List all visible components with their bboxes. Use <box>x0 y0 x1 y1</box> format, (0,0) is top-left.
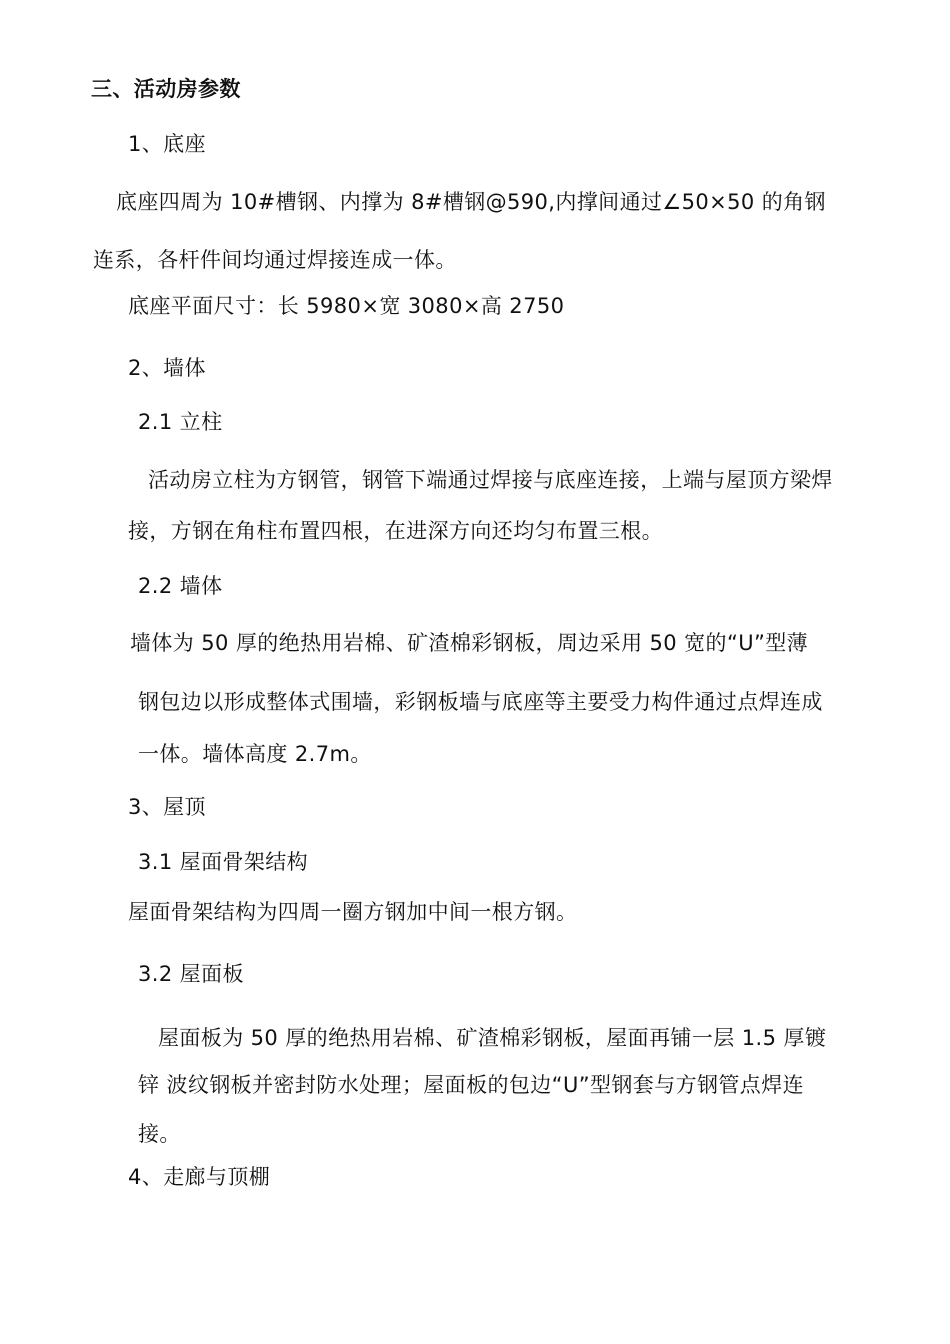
subheading-roof-frame: 3.1 屋面骨架结构 <box>138 850 309 874</box>
base-paragraph-line: 底座四周为 10#槽钢、内撑为 8#槽钢@590,内撑间通过∠50×50 的角钢 <box>116 190 826 214</box>
heading-roof: 3、屋顶 <box>128 795 206 819</box>
heading-corridor-ceiling: 4、走廊与顶棚 <box>128 1165 271 1189</box>
base-size-line: 底座平面尺寸：长 5980×宽 3080×高 2750 <box>128 294 565 318</box>
wall-paragraph-line: 墙体为 50 厚的绝热用岩棉、矿渣棉彩钢板，周边采用 50 宽的“U”型薄 <box>130 631 809 655</box>
subheading-wall: 2.2 墙体 <box>138 574 223 598</box>
roof-panel-paragraph-line: 锌 波纹钢板并密封防水处理；屋面板的包边“U”型钢套与方钢管点焊连 <box>138 1073 805 1097</box>
roof-frame-paragraph-line: 屋面骨架结构为四周一圈方钢加中间一根方钢。 <box>128 900 578 924</box>
subheading-column: 2.1 立柱 <box>138 410 223 434</box>
base-paragraph-line: 连系，各杆件间均通过焊接连成一体。 <box>93 248 457 272</box>
roof-panel-paragraph-line: 屋面板为 50 厚的绝热用岩棉、矿渣棉彩钢板，屋面再铺一层 1.5 厚镀 <box>158 1026 827 1050</box>
roof-panel-paragraph-line: 接。 <box>138 1122 181 1146</box>
section-title: 三、活动房参数 <box>91 77 241 101</box>
wall-paragraph-line: 钢包边以形成整体式围墙，彩钢板墙与底座等主要受力构件通过点焊连成 <box>138 690 823 714</box>
heading-base: 1、底座 <box>128 132 206 156</box>
column-paragraph-line: 活动房立柱为方钢管，钢管下端通过焊接与底座连接，上端与屋顶方梁焊 <box>148 468 833 492</box>
subheading-roof-panel: 3.2 屋面板 <box>138 962 244 986</box>
heading-wall: 2、墙体 <box>128 356 206 380</box>
wall-paragraph-line: 一体。墙体高度 2.7m。 <box>138 742 372 766</box>
column-paragraph-line: 接，方钢在角柱布置四根，在进深方向还均匀布置三根。 <box>128 519 663 543</box>
